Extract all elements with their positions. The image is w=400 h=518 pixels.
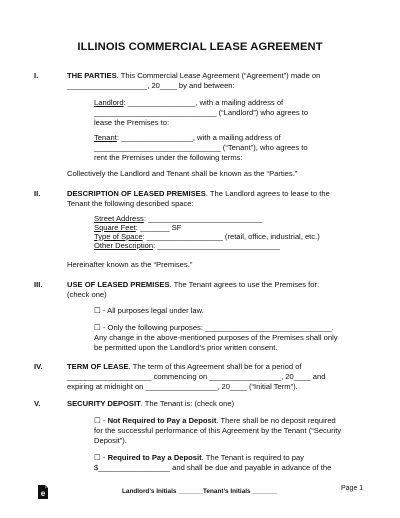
section-heading: DESCRIPTION OF LEASED PREMISES: [67, 189, 206, 198]
term-line-2: ____________________ commencing on _________________, 20____ and: [67, 372, 326, 381]
use-option-following-purposes[interactable]: ☐ - Only the following purposes: ______________________________.: [94, 323, 334, 332]
section-heading: TERM OF LEASE: [67, 362, 129, 371]
svg-text:e: e: [40, 489, 46, 498]
other-description-field: Other Description: _____________________________: [94, 241, 280, 250]
use-line-1: USE OF LEASED PREMISES. The Tenant agrees to use the Premises for:: [67, 280, 320, 289]
deposit-option-not-required-2: for the successful performance of this Agreement by the Tenant (“Security: [94, 426, 342, 435]
tenant-initials: Tenant’s Initials _______: [203, 488, 278, 495]
deposit-option-not-required-3: Deposit”).: [94, 436, 127, 445]
section-heading: USE OF LEASED PREMISES: [67, 280, 170, 289]
parties-line-2: ___________________, 20____ by and between:: [67, 81, 235, 90]
term-line-1: TERM OF LEASE. The term of this Agreement shall be for a period of: [67, 362, 302, 371]
type-of-space-field: Type of Space: __________________ (retail, office, industrial, etc.): [94, 232, 320, 241]
section-number: I.: [34, 71, 39, 80]
use-note-2: be permitted upon the Landlord’s prior written consent.: [94, 343, 278, 352]
deposit-line-1: SECURITY DEPOSIT. The Tenant is: (check one): [67, 399, 235, 408]
section-number: II.: [34, 189, 41, 198]
landlord-initials: Landlord’s Initials _______: [122, 488, 204, 495]
tenant-line-3: rent the Premises under the following terms:: [94, 153, 243, 162]
premises-hereinafter: Hereinafter known as the “Premises.”: [67, 260, 193, 269]
section-heading: THE PARTIES: [67, 71, 117, 80]
deposit-option-not-required[interactable]: ☐ - Not Required to Pay a Deposit. There shall be no deposit required: [94, 416, 336, 425]
use-line-2: (check one): [67, 290, 107, 299]
section-heading: SECURITY DEPOSIT: [67, 399, 141, 408]
landlord-line-3: lease the Premises to:: [94, 118, 170, 127]
tenant-line-1: Tenant: _________________, with a mailing address of: [94, 133, 281, 142]
parties-line-1: THE PARTIES. This Commercial Lease Agreement (“Agreement”) made on: [67, 71, 321, 80]
section-number: V.: [34, 399, 41, 408]
term-line-3: expiring at midnight on _________________, 20____ (“Initial Term”).: [67, 382, 298, 391]
premises-line-2: Tenant the following described space:: [67, 199, 194, 208]
street-address-field: Street Address: ___________________________: [94, 214, 263, 223]
landlord-line-1: Landlord: ________________, with a mailing address of: [94, 98, 284, 107]
document-logo-icon: [36, 484, 50, 500]
use-note-1: Any change in the above-mentioned purposes of the Premises shall only: [94, 333, 338, 342]
parties-collective: Collectively the Landlord and Tenant shall be known as the “Parties.”: [67, 169, 298, 178]
use-option-all-purposes[interactable]: ☐ - All purposes legal under law.: [94, 306, 204, 315]
deposit-option-required-2: $_________________ and shall be due and payable in advance of the: [94, 463, 332, 472]
page-title: ILLINOIS COMMERCIAL LEASE AGREEMENT: [77, 41, 323, 53]
page-number: Page 1: [341, 485, 364, 492]
square-feet-field: Square Feet: _______ SF: [94, 223, 182, 232]
tenant-line-2: ______________________________ (“Tenant”), who agrees to: [94, 143, 308, 152]
landlord-line-2: _____________________________ (“Landlord”) who agrees to: [94, 108, 309, 117]
section-number: IV.: [34, 362, 43, 371]
deposit-option-required[interactable]: ☐ - Required to Pay a Deposit. The Tenant is required to pay: [94, 453, 304, 462]
premises-line-1: DESCRIPTION OF LEASED PREMISES. The Landlord agrees to lease to the: [67, 189, 330, 198]
section-number: III.: [34, 280, 43, 289]
